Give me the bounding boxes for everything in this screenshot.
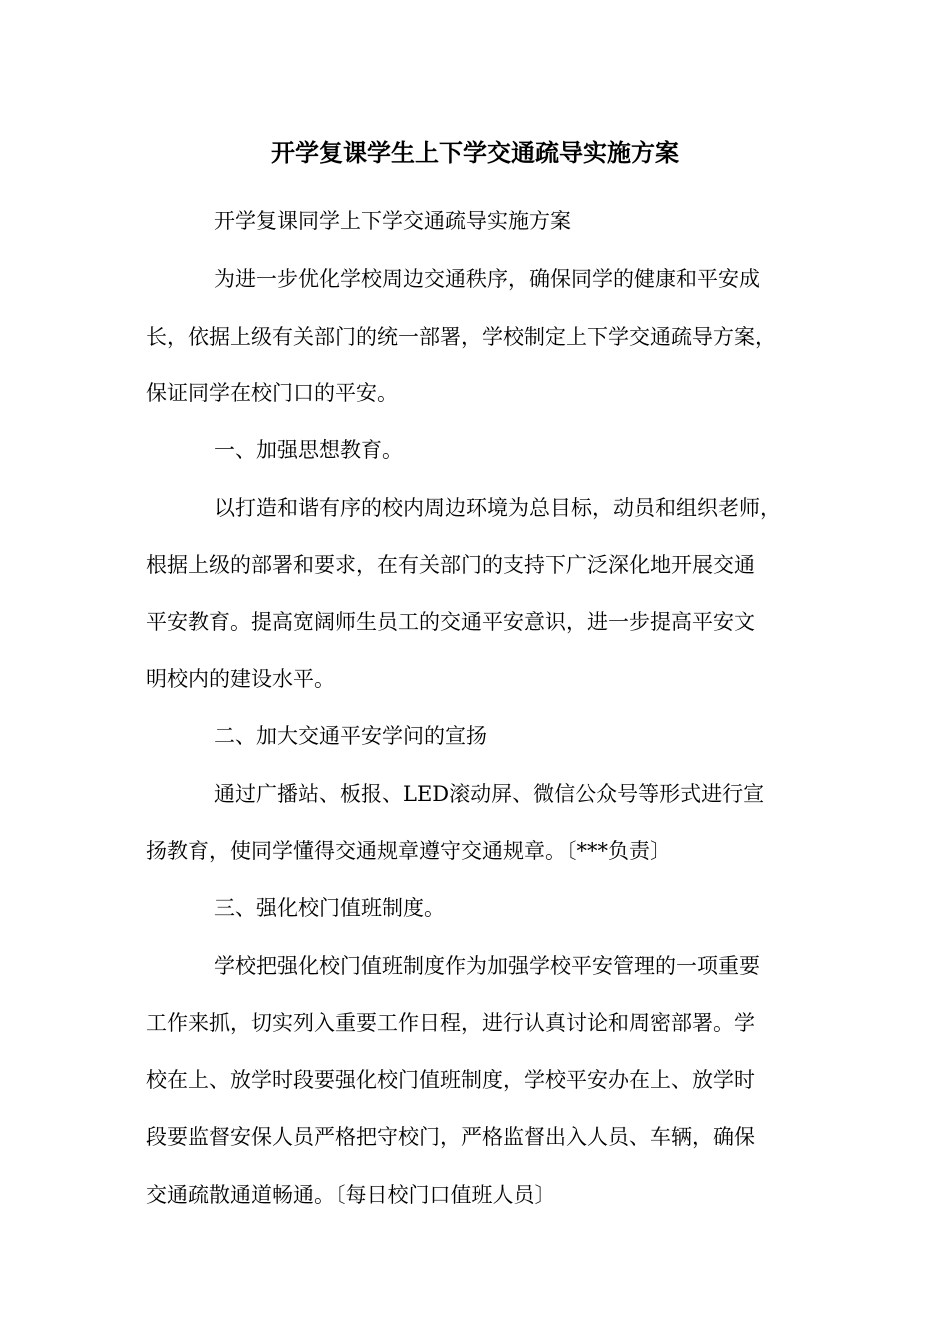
paragraph-line: 交通疏散通道畅通。〔每日校门口值班人员〕: [146, 1183, 556, 1207]
paragraph-line: 为进一步优化学校周边交通秩序，确保同学的健康和平安成: [214, 267, 760, 291]
paragraph-line: 通过广播站、板报、LED滚动屏、微信公众号等形式进行宣: [214, 782, 765, 806]
subtitle-line: 开学复课同学上下学交通疏导实施方案: [214, 209, 571, 233]
paragraph-line: 工作来抓，切实列入重要工作日程，进行认真讨论和周密部署。学: [146, 1011, 755, 1035]
paragraph-line: 平安教育。提高宽阔师生员工的交通平安意识，进一步提高平安文: [146, 610, 755, 634]
section-heading: 三、强化校门值班制度。: [214, 896, 445, 920]
section-heading: 二、加大交通平安学问的宣扬: [214, 724, 487, 748]
paragraph-line: 长，依据上级有关部门的统一部署，学校制定上下学交通疏导方案，: [146, 325, 776, 349]
paragraph-line: 根据上级的部署和要求，在有关部门的支持下广泛深化地开展交通: [146, 553, 755, 577]
section-heading: 一、加强思想教育。: [214, 438, 403, 462]
paragraph-line: 扬教育，使同学懂得交通规章遵守交通规章。〔***负责〕: [146, 839, 671, 863]
document-title: 开学复课学生上下学交通疏导实施方案: [271, 138, 679, 167]
paragraph-line: 明校内的建设水平。: [146, 667, 335, 691]
paragraph-line: 以打造和谐有序的校内周边环境为总目标，动员和组织老师，: [214, 496, 781, 520]
paragraph-line: 段要监督安保人员严格把守校门，严格监督出入人员、车辆，确保: [146, 1125, 755, 1149]
paragraph-line: 保证同学在校门口的平安。: [146, 381, 398, 405]
paragraph-line: 学校把强化校门值班制度作为加强学校平安管理的一项重要: [214, 954, 760, 978]
paragraph-line: 校在上、放学时段要强化校门值班制度，学校平安办在上、放学时: [146, 1068, 755, 1092]
